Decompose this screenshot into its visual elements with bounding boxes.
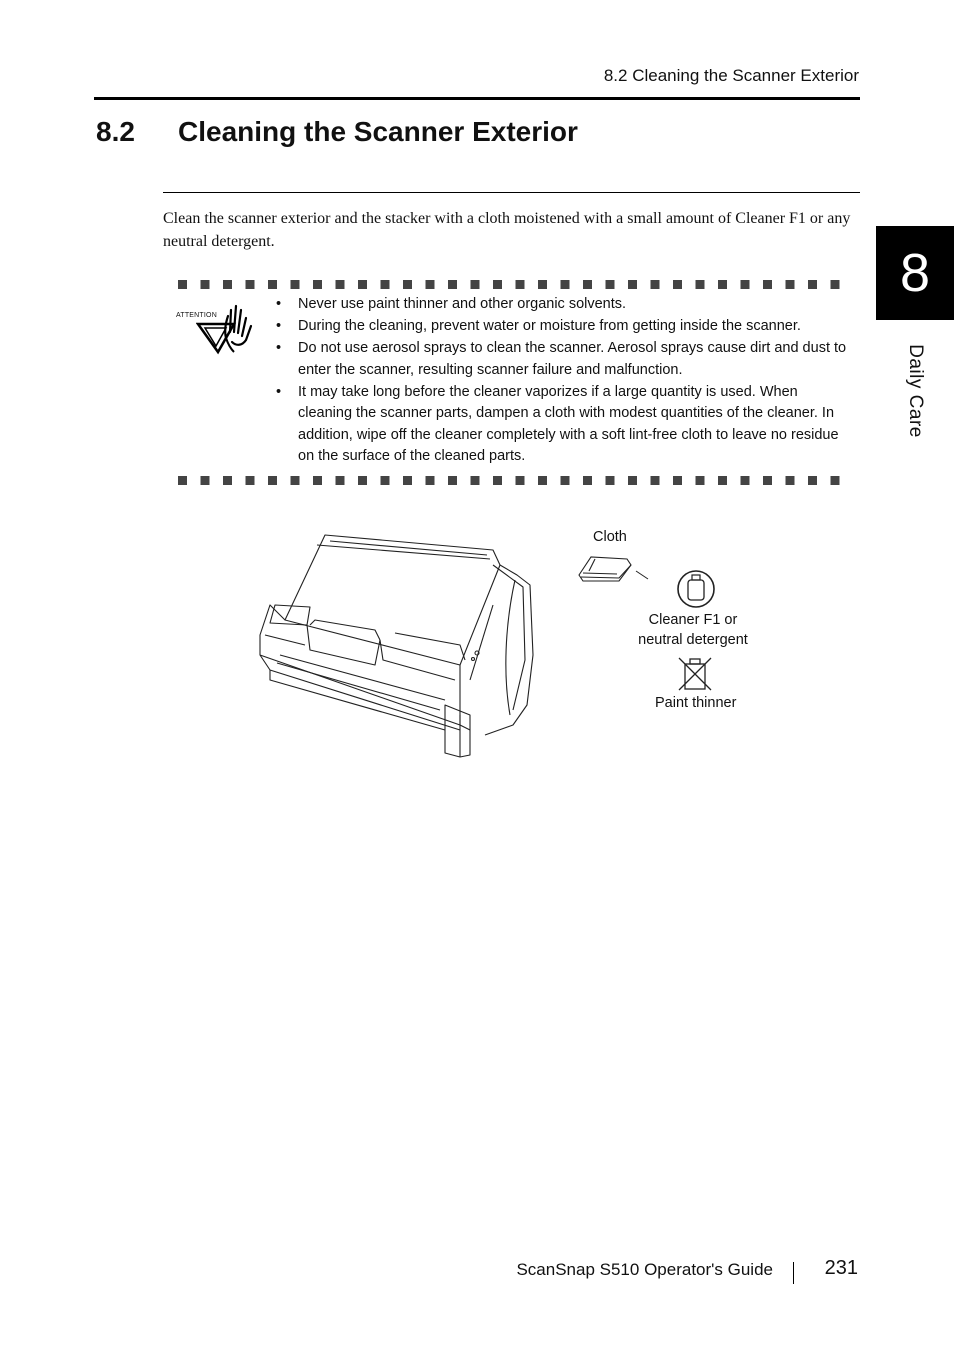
thinner-label: Paint thinner [655,695,737,711]
section-title [96,116,578,148]
attention-mark [176,302,256,356]
section-number: 8.2 [96,116,135,147]
cloth-label: Cloth [593,529,627,545]
attention-list [274,294,854,468]
list-item: • Do not use aerosol sprays to clean the scanner. Aerosol sprays cause dirt and dust to enter the scanner, resulting scanner failure and malfunction. [276,340,847,378]
attention-label: ATTENTION [176,312,217,319]
cleaner-label [622,610,764,650]
chapter-tab: 8 [876,226,954,320]
cleaner-bottle-icon [676,569,716,609]
chapter-name: Daily Care [905,344,926,438]
section-rule [163,192,860,193]
header-rule [94,97,860,100]
page-number: 231 [824,1257,858,1279]
cloth-icon [577,553,633,585]
no-thinner-icon [678,657,712,691]
list-item: • Never use paint thinner and other organic solvents. [276,296,627,312]
list-item: • It may take long before the cleaner vaporizes if a large quantity is used. When cleaning the scanner parts, dampen a cloth with modest quantities of the cleaner. In addition, wipe off the cleaner completely with a soft lint-free cloth to leave no residue on the surface of the cleaned parts. [276,383,839,464]
intro-paragraph: Clean the scanner exterior and the stacker with a cloth moistened with a small amount of Cleaner F1 or any neutral detergent. [163,210,851,250]
attention-hand-icon [196,302,256,356]
running-head: 8.2 Cleaning the Scanner Exterior [603,66,859,85]
attention-top-border [178,280,852,289]
cleaner-label-line1: Cleaner F1 or [648,612,738,628]
footer-title: ScanSnap S510 Operator's Guide [516,1260,773,1279]
scanner-illustration [255,525,540,760]
pointer-line-icon [634,569,650,581]
list-item: • During the cleaning, prevent water or moisture from getting inside the scanner. [276,318,801,334]
footer-separator [793,1262,794,1284]
attention-bottom-border [178,476,852,485]
section-title-text: Cleaning the Scanner Exterior [178,116,578,147]
cleaner-label-line2: neutral detergent [638,632,748,648]
